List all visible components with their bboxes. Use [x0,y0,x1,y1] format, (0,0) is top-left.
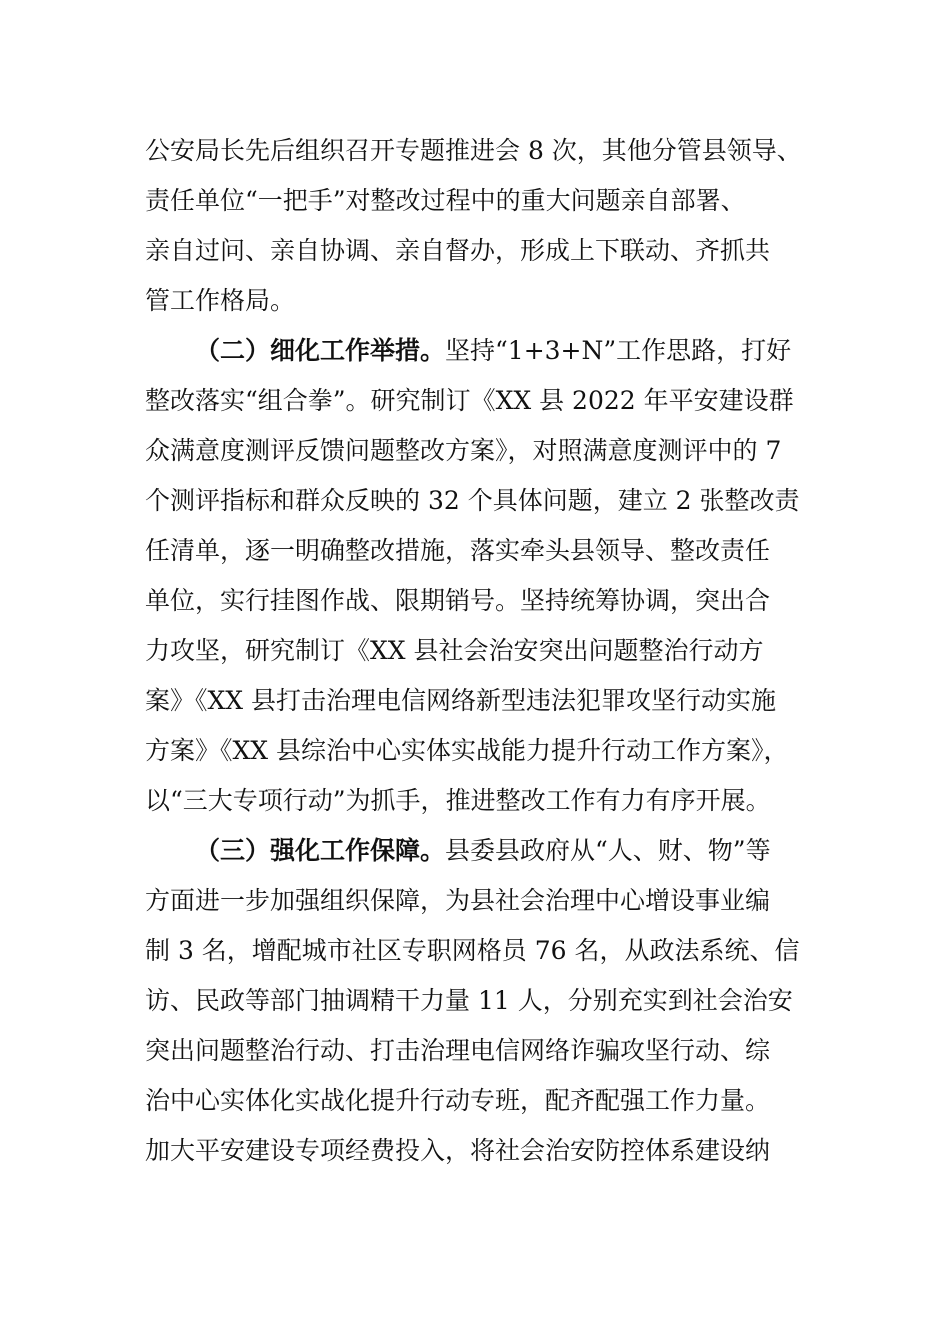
text-line: 访、民政等部门抽调精干力量 11 人，分别充实到社会治安 [145,986,793,1015]
section-heading: （二）细化工作举措。 [195,336,446,365]
text-line: 加大平安建设专项经费投入，将社会治安防控体系建设纳 [145,1136,771,1165]
text-line: 以“三大专项行动”为抓手，推进整改工作有力有序开展。 [145,786,771,815]
document-body [145,126,805,1176]
text-line: 方案》《XX 县综治中心实体实战能力提升行动工作方案》， [145,736,789,765]
text-run: 县委县政府从“人、财、物”等 [445,836,771,865]
text-line: 治中心实体化实战化提升行动专班，配齐配强工作力量。 [145,1086,771,1115]
paragraph-3 [145,826,805,1176]
text-line: 力攻坚，研究制订《XX 县社会治安突出问题整治行动方 [145,636,764,665]
text-run: 坚持“1+3+N”工作思路，打好 [445,336,792,365]
text-line: 管工作格局。 [145,286,296,315]
text-line: 责任单位“一把手”对整改过程中的重大问题亲自部署、 [145,186,746,215]
paragraph-first-line [145,826,805,876]
section-heading: （三）强化工作保障。 [195,836,446,865]
paragraph-first-line [145,326,805,376]
text-line: 个测评指标和群众反映的 32 个具体问题，建立 2 张整改责 [145,486,800,515]
text-line: 案》《XX 县打击治理电信网络新型违法犯罪攻坚行动实施 [145,686,777,715]
text-line: 亲自过问、亲自协调、亲自督办，形成上下联动、齐抓共 [145,236,771,265]
text-line: 公安局长先后组织召开专题推进会 8 次，其他分管县领导、 [145,136,802,165]
text-line: 单位，实行挂图作战、限期销号。坚持统筹协调，突出合 [145,586,771,615]
text-line: 方面进一步加强组织保障，为县社会治理中心增设事业编 [145,886,771,915]
paragraph-1 [145,126,805,326]
text-line: 突出问题整治行动、打击治理电信网络诈骗攻坚行动、综 [145,1036,771,1065]
paragraph-2 [145,326,805,826]
text-line: 任清单，逐一明确整改措施，落实牵头县领导、整改责任 [145,536,771,565]
text-line: 制 3 名，增配城市社区专职网格员 76 名，从政法系统、信 [145,936,800,965]
text-line: 整改落实“组合拳”。研究制订《XX 县 2022 年平安建设群 [145,386,794,415]
text-line: 众满意度测评反馈问题整改方案》，对照满意度测评中的 7 [145,436,782,465]
